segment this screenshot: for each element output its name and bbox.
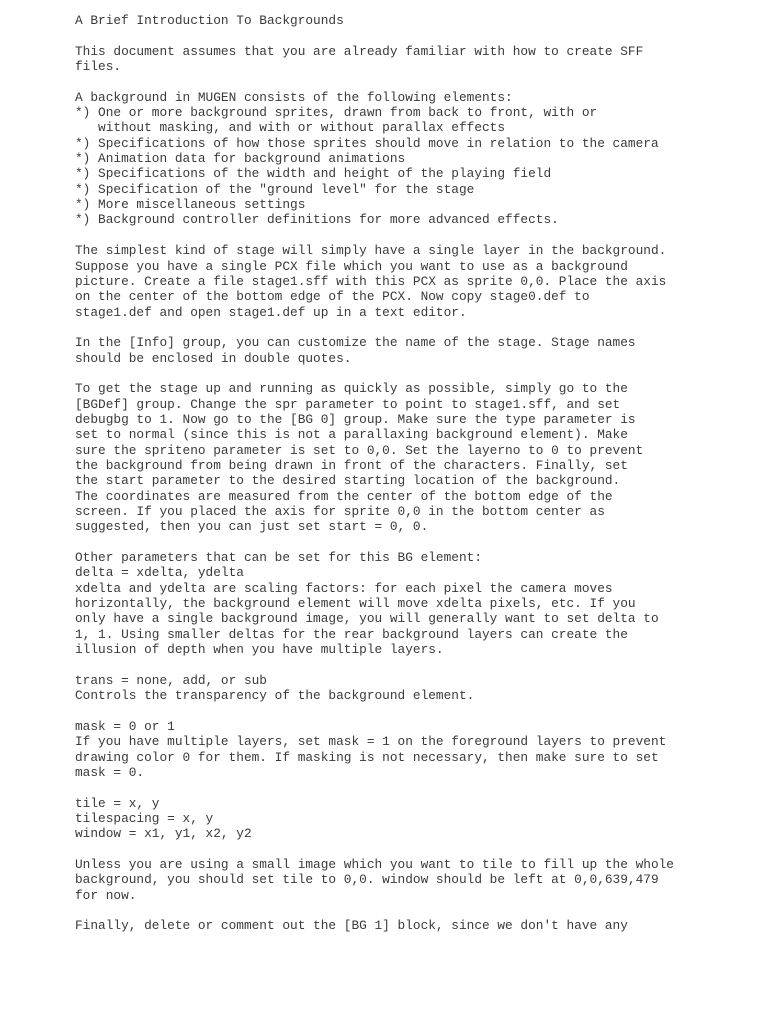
text-line: *) Specification of the "ground level" for the stage	[75, 181, 475, 197]
text-line: *) Background controller definitions for more advanced effects.	[75, 212, 559, 228]
text-line: set to normal (since this is not a parallaxing background element). Make	[75, 427, 628, 443]
text-line: mask = 0.	[75, 764, 145, 780]
blank-line	[75, 28, 755, 43]
blank-line	[75, 657, 755, 672]
text-line: should be enclosed in double quotes.	[75, 350, 352, 366]
text-line: for now.	[75, 887, 137, 903]
text-line: the start parameter to the desired starting location of the background.	[75, 473, 621, 489]
text-line: the background from being drawn in front of the characters. Finally, set	[75, 457, 628, 473]
text-line: screen. If you placed the axis for sprite 0,0 in the bottom center as	[75, 504, 605, 519]
text-line: *) Specifications of how those sprites should move in relation to the camera	[75, 135, 659, 151]
text-line: background, you should set tile to 0,0. window should be left at 0,0,639,479	[75, 872, 659, 888]
blank-line	[75, 703, 755, 718]
blank-line	[75, 320, 755, 335]
text-line: drawing color 0 for them. If masking is not necessary, then make sure to set	[75, 749, 659, 765]
text-line: delta = xdelta, ydelta	[75, 565, 244, 581]
text-line: Suppose you have a single PCX file which you want to use as a background	[75, 258, 628, 274]
document-title: A Brief Introduction To Backgrounds	[75, 13, 344, 28]
text-line: illusion of depth when you have multiple layers.	[75, 642, 444, 658]
text-line: only have a single background image, you will generally want to set delta to	[75, 611, 659, 627]
blank-line	[75, 228, 755, 243]
text-line: In the [Info] group, you can customize the name of the stage. Stage names	[75, 335, 636, 351]
text-line: trans = none, add, or sub	[75, 672, 267, 688]
blank-line	[75, 535, 755, 550]
blank-line	[75, 74, 755, 89]
text-line: xdelta and ydelta are scaling factors: for each pixel the camera moves	[75, 580, 613, 596]
text-line: This document assumes that you are already familiar with how to create SFF	[75, 43, 644, 59]
text-line: files.	[75, 59, 122, 75]
blank-line	[75, 366, 755, 381]
text-line: 1, 1. Using smaller deltas for the rear background layers can create the	[75, 626, 628, 642]
text-line: mask = 0 or 1	[75, 718, 175, 734]
text-line: The coordinates are measured from the center of the bottom edge of the	[75, 488, 613, 504]
blank-line	[75, 780, 755, 795]
text-line: *) One or more background sprites, drawn from back to front, with or	[75, 105, 598, 121]
text-line: Controls the transparency of the background element.	[75, 688, 475, 704]
text-line: To get the stage up and running as quickly as possible, simply go to the	[75, 381, 628, 397]
text-line: on the center of the bottom edge of the PCX. Now copy stage0.def to	[75, 289, 590, 305]
text-line: suggested, then you can just set start = 0, 0.	[75, 519, 429, 535]
text-line: If you have multiple layers, set mask = 1 on the foreground layers to prevent	[75, 734, 667, 750]
text-line: window = x1, y1, x2, y2	[75, 826, 252, 842]
text-line: *) Specifications of the width and height of the playing field	[75, 166, 552, 182]
text-line: [BGDef] group. Change the spr parameter to point to stage1.sff, and set	[75, 396, 621, 412]
text-line: tile = x, y	[75, 795, 160, 811]
text-line: stage1.def and open stage1.def up in a text editor.	[75, 304, 467, 320]
text-line: *) Animation data for background animations	[75, 151, 406, 167]
text-line: Unless you are using a small image which you want to tile to fill up the whole	[75, 856, 674, 872]
text-line: *) More miscellaneous settings	[75, 197, 306, 213]
blank-line	[75, 842, 755, 857]
text-line: horizontally, the background element will move xdelta pixels, etc. If you	[75, 596, 636, 612]
text-line: without masking, and with or without parallax effects	[75, 120, 506, 136]
text-line: debugbg to 1. Now go to the [BG 0] group. Make sure the type parameter is	[75, 411, 636, 427]
text-line: tilespacing = x, y	[75, 810, 214, 826]
text-line: Finally, delete or comment out the [BG 1] block, since we don't have any	[75, 918, 628, 934]
text-line: sure the spriteno parameter is set to 0,0. Set the layerno to 0 to prevent	[75, 442, 644, 458]
text-line: The simplest kind of stage will simply have a single layer in the background.	[75, 243, 667, 259]
text-line: Other parameters that can be set for this BG element:	[75, 550, 483, 566]
blank-line	[75, 903, 755, 918]
text-line: A background in MUGEN consists of the following elements:	[75, 89, 513, 105]
document-page	[75, 13, 755, 934]
text-line: picture. Create a file stage1.sff with this PCX as sprite 0,0. Place the axis	[75, 273, 667, 289]
